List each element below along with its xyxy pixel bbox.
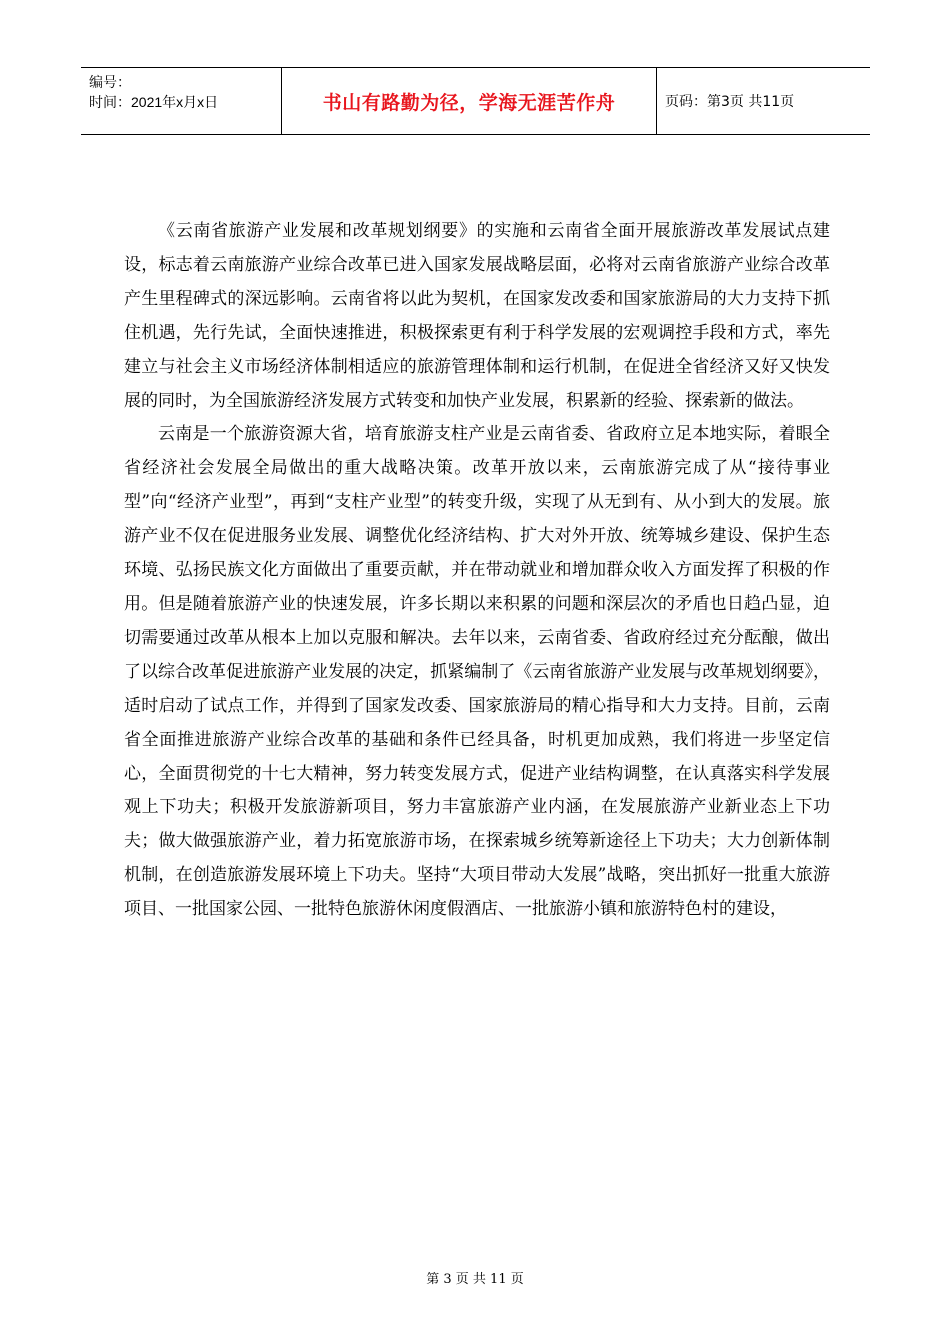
number-label: 编号： [89,74,131,90]
time-label: 时间：2021年x月x日 [89,94,219,110]
header-motto: 书山有路勤为径，学海无涯苦作舟 [281,68,657,134]
page-footer: 第 3 页 共 11 页 [426,1272,524,1287]
paragraph: 云南是一个旅游资源大省，培育旅游支柱产业是云南省委、省政府立足本地实际，着眼全省经济社会发展全局做出的重大战略决策。改革开放以来，云南旅游完成了从“接待事业型”向“经济产业型”，再到“支柱产业型”的转变升级，实现了从无到有、从小到大的发展。旅游产业不仅在促进服务业发展、调整优化经济结构、扩大对外开放、统筹城乡建设、保护生态环境、弘扬民族文化方面做出了重要贡献，并在带动就业和增加群众收入方面发挥了积极的作用。但是随着旅游产业的快速发展，许多长期以来积累的问题和深层次的矛盾也日趋凸显，迫切需要通过改革从根本上加以克服和解决。去年以来，云南省委、省政府经过充分酝酿，做出了以综合改革促进旅游产业发展的决定，抓紧编制了《云南省旅游产业发展与改革规划纲要》，适时启动了试点工作，并得到了国家发改委、国家旅游局的精心指导和大力支持。目前，云南省全面推进旅游产业综合改革的基础和条件已经具备，时机更加成熟，我们将进一步坚定信心，全面贯彻党的十七大精神，努力转变发展方式，促进产业结构调整，在认真落实科学发展观上下功夫；积极开发旅游新项目，努力丰富旅游产业内涵，在发展旅游产业新业态上下功夫；做大做强旅游产业，着力拓宽旅游市场，在探索城乡统筹新途径上下功夫；大力创新体制机制，在创造旅游发展环境上下功夫。坚持“大项目带动大发展”战略，突出抓好一批重大旅游项目、一批国家公园、一批特色旅游休闲度假酒店、一批旅游小镇和旅游特色村的建设， [124,424,830,920]
document-body [124,215,830,927]
header-meta [81,68,281,134]
document-header [81,67,870,135]
paragraph: 《云南省旅游产业发展和改革规划纲要》的实施和云南省全面开展旅游改革发展试点建设，标志着云南旅游产业综合改革已进入国家发展战略层面，必将对云南省旅游产业综合改革产生里程碑式的深远影响。云南省将以此为契机，在国家发改委和国家旅游局的大力支持下抓住机遇，先行先试，全面快速推进，积极探索更有利于科学发展的宏观调控手段和方式，率先建立与社会主义市场经济体制相适应的旅游管理体制和运行机制，在促进全省经济又好又快发展的同时，为全国旅游经济发展方式转变和加快产业发展，积累新的经验、探索新的做法。 [124,221,830,411]
header-page-info: 页码：第3页 共11页 [665,94,795,110]
